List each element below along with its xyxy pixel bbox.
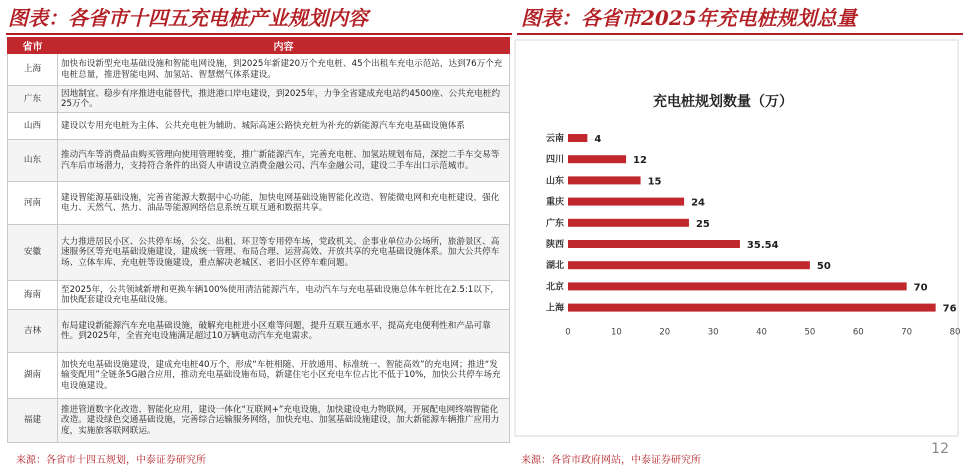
right-title-rule [517, 33, 963, 35]
bar-value-label: 76 [942, 303, 957, 315]
category-label: 北京 [545, 282, 564, 293]
category-label: 四川 [545, 155, 564, 166]
bar-value-label: 15 [647, 176, 662, 188]
table-row [8, 353, 510, 399]
bar-value-label: 12 [633, 155, 647, 167]
x-tick-label: 70 [901, 327, 913, 338]
table-row [8, 281, 510, 310]
page-number: 12 [931, 441, 949, 457]
bar-value-label: 50 [816, 261, 831, 273]
category-label: 广东 [545, 218, 564, 229]
bar [568, 198, 684, 206]
row-province: 河南 [8, 182, 58, 225]
row-content: 建设以专用充电桩为主体、公共充电桩为辅助、城际高速公路快充桩为补充的新能源汽车充电基础设施体系 [58, 113, 510, 140]
left-panel-title: 图表：各省市十四五充电桩产业规划内容 [8, 6, 368, 30]
bar [568, 176, 641, 184]
table-row [8, 399, 510, 443]
row-province: 山西 [8, 113, 58, 140]
row-content: 推动汽车等消费品由购买管理向使用管理转变，推广新能源汽车，完善充电桩、加氢站规划布局，深挖二手车交易等汽车后市场潜力，支持符合条件的出资人申请设立消费金融公司、汽车金融公司，建设二手车出口示范城市。 [58, 140, 510, 182]
x-tick-label: 40 [756, 327, 767, 338]
category-label: 重庆 [545, 197, 564, 208]
bar [568, 219, 689, 227]
x-axis-ticks [565, 328, 960, 338]
bar [568, 304, 936, 312]
header-content: 内容 [58, 38, 510, 54]
plan-table [7, 37, 510, 443]
right-panel-title: 图表：各省市2025年充电桩规划总量 [521, 6, 857, 30]
x-tick-label: 10 [610, 327, 622, 338]
row-content: 大力推进居民小区、公共停车场，公交、出租、环卫等专用停车场，党政机关、企事业单位办公场所，旅游景区、高速服务区等充电基础设施建设，建成统一管理、布局合理、运营高效、开放共享的充电基础设施体系。加大公共停车场、立体车库、充电桩等设施建设，重点解决老城区、老旧小区停车难问题。 [58, 225, 510, 281]
right-source-note: 来源：各省市政府网站，中泰证券研究所 [521, 455, 701, 466]
chart-title: 充电桩规划数量（万） [653, 94, 793, 110]
x-tick-label: 60 [852, 327, 864, 338]
row-province: 湖南 [8, 353, 58, 399]
table-row [8, 140, 510, 182]
category-label: 湖北 [545, 261, 564, 272]
row-content: 至2025年，公共领域新增和更换车辆100%使用清洁能源汽车，电动汽车与充电基础设施总体车桩比在2.5:1以下，加快配套建设充电基础设施。 [58, 281, 510, 310]
category-label: 陕西 [545, 240, 564, 250]
table-row [8, 225, 510, 281]
left-source-note: 来源：各省市十四五规划，中泰证券研究所 [16, 455, 206, 466]
x-tick-label: 20 [659, 327, 671, 338]
left-title-rule [6, 33, 512, 35]
plan-volume-chart [513, 38, 963, 440]
bar [568, 155, 626, 163]
bar-value-label: 25 [695, 218, 710, 230]
bar-value-label: 35.54 [746, 240, 779, 251]
category-label: 山东 [545, 176, 564, 187]
bar-group [545, 132, 957, 315]
bar-value-label: 70 [913, 282, 928, 294]
row-province: 上海 [8, 54, 58, 86]
header-province: 省市 [8, 38, 58, 54]
row-province: 福建 [8, 399, 58, 443]
category-label: 上海 [545, 303, 564, 314]
table-row [8, 310, 510, 353]
x-tick-label: 80 [949, 327, 961, 338]
row-content: 建设智能源基础设施，完善省能源大数据中心功能，加快电网基础设施智能化改造、智能微电网和充电桩建设，强化电力、天然气、热力、油品等能源网络信息系统互联互通和数据共享。 [58, 182, 510, 225]
table-row [8, 182, 510, 225]
row-content: 因地制宜、稳步有序推进电能替代，推进港口岸电建设，到2025年，力争全省建成充电站约4500座、公共充电桩约25万个。 [58, 86, 510, 113]
row-content: 布局建设新能源汽车充电基础设施，破解充电桩进小区难等问题，提升互联互通水平，提高充电便利性和产品可靠性。到2025年，全省充电设施满足超过10万辆电动汽车充电需求。 [58, 310, 510, 353]
table-row [8, 86, 510, 113]
bar [568, 134, 587, 142]
row-content: 加快布设新型充电基础设施和智能电网设施，到2025年新建20万个充电桩、45个出租车充电示范站，达到76万个充电桩总量，推进智能电网、加氢站、智慧燃气体系建设。 [58, 54, 510, 86]
table-row [8, 54, 510, 86]
row-content: 推进管道数字化改造、智能化应用，建设一体化“互联网+”充电设施，加快建设电力物联网，开展配电网终端智能化改造。建设绿色交通基础设施，完善综合运输服务网络，加快充电、加氢基础设施建设，加大新能源车辆推广应用力度，实施旅客联网联运。 [58, 399, 510, 443]
bar [568, 261, 810, 269]
x-tick-label: 50 [804, 327, 816, 338]
row-province: 安徽 [8, 225, 58, 281]
table-header-row [8, 38, 510, 54]
x-tick-label: 30 [707, 327, 719, 338]
row-province: 海南 [8, 281, 58, 310]
row-province: 广东 [8, 86, 58, 113]
row-content: 加快充电基础设施建设，建成充电桩40万个，形成“车桩相随、开放通用、标准统一、智能高效”的充电网；推进“发输变配用”全链条5G融合应用，推动充电基础设施布局，新建住宅小区充电车位占比不低于10%，加快公共停车场充电设施建设。 [58, 353, 510, 399]
row-province: 吉林 [8, 310, 58, 353]
table-row [8, 113, 510, 140]
row-province: 山东 [8, 140, 58, 182]
bar-value-label: 4 [594, 134, 602, 145]
category-label: 云南 [545, 134, 564, 144]
bar-value-label: 24 [691, 197, 706, 209]
bar [568, 282, 907, 290]
bar [568, 240, 740, 248]
x-tick-label: 0 [565, 327, 571, 338]
